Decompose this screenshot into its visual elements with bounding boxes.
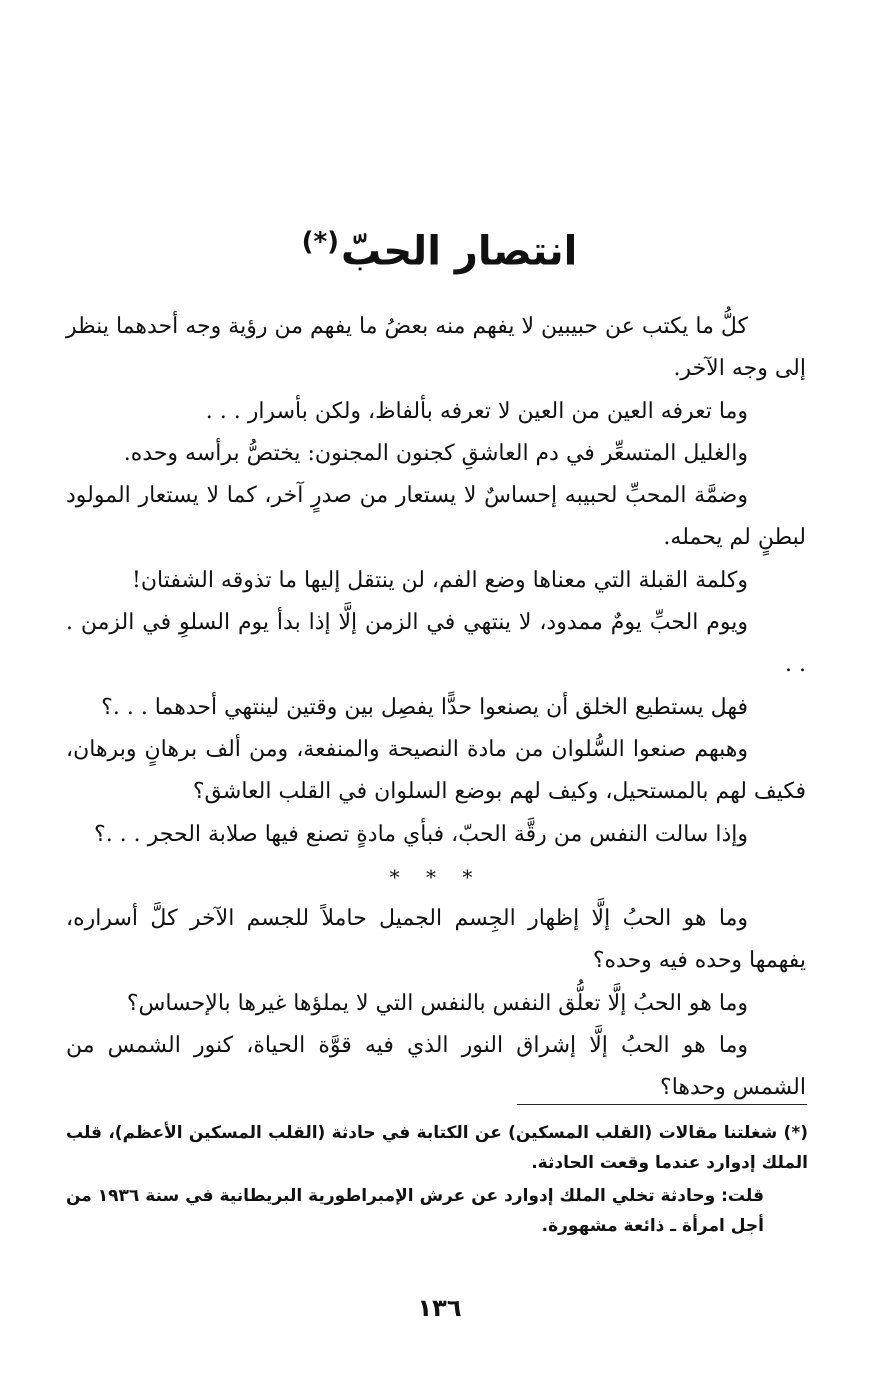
paragraph: وهبهم صنعوا السُّلوان من مادة النصيحة والمنفعة، ومن ألف برهانٍ وبرهان، فكيف لهم بالمستحيل، وكيف لهم بوضع السلوان في القلب العاشق؟ — [66, 736, 806, 805]
paragraph: وضمَّة المحبِّ لحبيبه إحساسٌ لا يستعار من صدرٍ آخر، كما لا يستعار المولود لبطنٍ لم يحمله. — [66, 483, 806, 551]
footnotes — [66, 1118, 808, 1244]
paragraph: وما هو الحبُ إلَّا تعلُّق النفس بالنفس التي لا يملؤها غيرها بالإحساس؟ — [126, 990, 748, 1016]
footnote-mark: (*) — [301, 227, 339, 257]
page-title — [0, 212, 879, 281]
paragraph: وكلمة القبلة التي معناها وضع الفم، لن ينتقل إليها ما تذوقه الشفتان! — [132, 567, 748, 593]
paragraph: وإذا سالت النفس من رقَّة الحبّ، فبأي مادةٍ تصنع فيها صلابة الحجر . . .؟ — [94, 821, 748, 847]
paragraph: والغليل المتسعِّر في دم العاشقِ كجنون المجنون: يختصُّ برأسه وحده. — [123, 440, 748, 466]
section-separator: * * * — [389, 864, 483, 889]
paragraph: كلُّ ما يكتب عن حبيبين لا يفهم منه بعضُ ما يفهم من رؤية وجه أحدهما ينظر إلى وجه الآخر. — [66, 314, 806, 382]
paragraph: ويوم الحبِّ يومٌ ممدود، لا ينتهي في الزمن إلَّا إذا بدأ يوم السلوِ في الزمن . . . — [66, 610, 806, 678]
paragraph: وما هو الحبُ إلَّا إظهار الجِسم الجميل حاملاً للجسم الآخر كلَّ أسراره، يفهمها وحده فيه وحده؟ — [66, 906, 806, 974]
footnote: قلت: وحادثة تخلي الملك إدوارد عن عرش الإمبراطورية البريطانية في سنة ١٩٣٦ من أجل امرأة ـ ذائعة مشهورة. — [66, 1186, 764, 1236]
title-text: انتصار الحبّ — [341, 228, 578, 275]
footnote-divider — [517, 1104, 807, 1105]
paragraph: وما هو الحبُ إلَّا إشراق النور الذي فيه قوَّة الحياة، كنور الشمس من الشمس وحدها؟ — [66, 1033, 806, 1101]
paragraph: فهل يستطيع الخلق أن يصنعوا حدًّا يفصِل بين وقتين لينتهي أحدهما . . .؟ — [101, 694, 748, 720]
footnote: (*) شغلتنا مقالات (القلب المسكين) عن الكتابة في حادثة (القلب المسكين الأعظم)، قلب الملك إدوارد عندما وقعت الحادثة. — [66, 1123, 808, 1173]
page-number: ١٣٦ — [417, 1294, 462, 1322]
paragraph: وما تعرفه العين من العين لا تعرفه بألفاظ، ولكن بأسرار . . . — [205, 398, 748, 424]
article-body — [66, 306, 806, 1110]
